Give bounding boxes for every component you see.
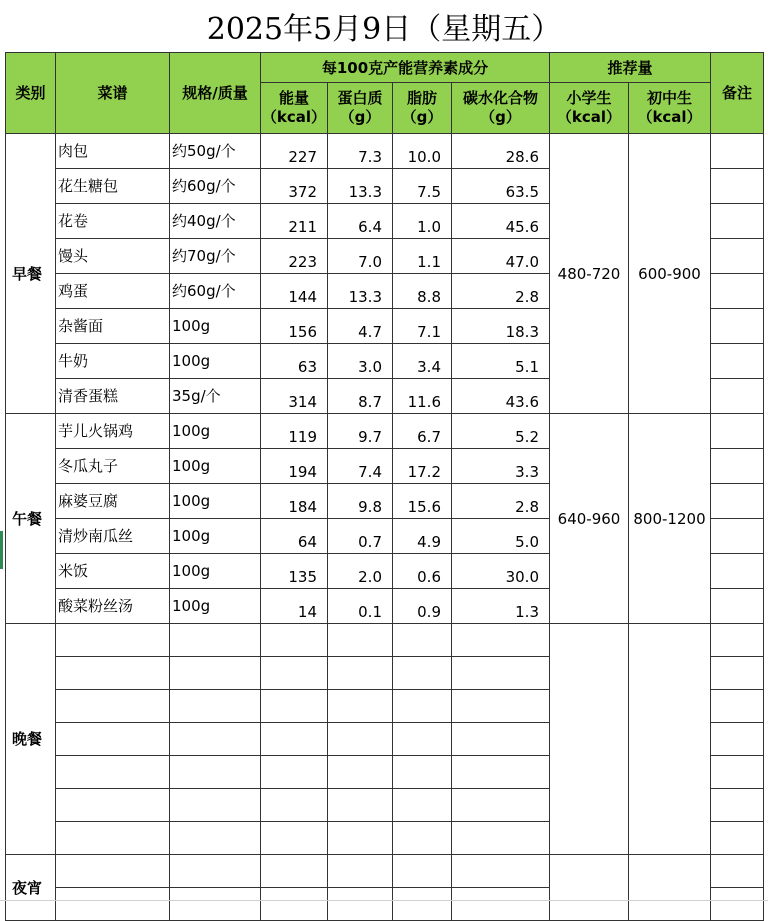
- remark-cell[interactable]: [711, 134, 764, 169]
- carb-cell[interactable]: 47.0: [452, 239, 550, 274]
- protein-cell[interactable]: 0.7: [328, 519, 393, 554]
- protein-cell[interactable]: 7.4: [328, 449, 393, 484]
- fat-cell[interactable]: [393, 690, 452, 723]
- carb-cell[interactable]: 5.1: [452, 344, 550, 379]
- protein-cell[interactable]: [328, 789, 393, 822]
- menu-title: 2025年5月9日（星期五）: [206, 12, 562, 47]
- fat-cell[interactable]: [393, 888, 452, 921]
- energy-cell[interactable]: [261, 756, 328, 789]
- header-protein[interactable]: 蛋白质 （g）: [328, 83, 393, 134]
- category-night-snack[interactable]: 夜宵: [6, 855, 56, 921]
- fat-cell[interactable]: 1.0: [393, 204, 452, 239]
- spec-cell[interactable]: [170, 789, 261, 822]
- remark-cell[interactable]: [711, 344, 764, 379]
- carb-cell[interactable]: 63.5: [452, 169, 550, 204]
- header-carb[interactable]: 碳水化合物 （g）: [452, 83, 550, 134]
- remark-cell[interactable]: [711, 822, 764, 855]
- middle-rec-lunch[interactable]: 800-1200: [629, 414, 711, 624]
- protein-cell[interactable]: [328, 888, 393, 921]
- dish-cell[interactable]: [56, 624, 170, 657]
- carb-cell[interactable]: 18.3: [452, 309, 550, 344]
- carb-cell[interactable]: 2.8: [452, 274, 550, 309]
- remark-cell[interactable]: [711, 888, 764, 921]
- spec-cell[interactable]: 100g: [170, 484, 261, 519]
- dish-cell[interactable]: [56, 723, 170, 756]
- protein-cell[interactable]: [328, 756, 393, 789]
- remark-cell[interactable]: [711, 449, 764, 484]
- header-row-1: [6, 53, 764, 83]
- spec-cell[interactable]: 100g: [170, 589, 261, 624]
- remark-cell[interactable]: [711, 554, 764, 589]
- energy-cell[interactable]: 119: [261, 414, 328, 449]
- dish-cell[interactable]: 芋儿火锅鸡: [56, 414, 170, 449]
- energy-cell[interactable]: 223: [261, 239, 328, 274]
- remark-cell[interactable]: [711, 274, 764, 309]
- protein-cell[interactable]: [328, 723, 393, 756]
- fat-cell[interactable]: [393, 822, 452, 855]
- header-energy[interactable]: 能量 （kcal）: [261, 83, 328, 134]
- dish-cell[interactable]: [56, 888, 170, 921]
- header-category[interactable]: 类别: [6, 53, 56, 134]
- carb-cell[interactable]: 3.3: [452, 449, 550, 484]
- spec-cell[interactable]: [170, 690, 261, 723]
- protein-cell[interactable]: 9.8: [328, 484, 393, 519]
- grid-divider: [0, 900, 768, 901]
- dish-cell[interactable]: [56, 657, 170, 690]
- spec-cell[interactable]: 100g: [170, 449, 261, 484]
- fat-cell[interactable]: 7.1: [393, 309, 452, 344]
- energy-cell[interactable]: 184: [261, 484, 328, 519]
- energy-cell[interactable]: 63: [261, 344, 328, 379]
- spec-cell[interactable]: 100g: [170, 519, 261, 554]
- energy-cell[interactable]: [261, 690, 328, 723]
- dish-cell[interactable]: 花卷: [56, 204, 170, 239]
- protein-cell[interactable]: 7.0: [328, 239, 393, 274]
- remark-cell[interactable]: [711, 414, 764, 449]
- energy-cell[interactable]: 135: [261, 554, 328, 589]
- fat-cell[interactable]: 11.6: [393, 379, 452, 414]
- carb-cell[interactable]: [452, 822, 550, 855]
- remark-cell[interactable]: [711, 723, 764, 756]
- remark-cell[interactable]: [711, 239, 764, 274]
- energy-cell[interactable]: [261, 624, 328, 657]
- spec-cell[interactable]: 约40g/个: [170, 204, 261, 239]
- remark-cell[interactable]: [711, 484, 764, 519]
- fat-cell[interactable]: 0.9: [393, 589, 452, 624]
- dish-cell[interactable]: [56, 789, 170, 822]
- fat-cell[interactable]: [393, 723, 452, 756]
- energy-cell[interactable]: 14: [261, 589, 328, 624]
- dish-cell[interactable]: 肉包: [56, 134, 170, 169]
- protein-cell[interactable]: 9.7: [328, 414, 393, 449]
- carb-cell[interactable]: [452, 657, 550, 690]
- middle-rec-night[interactable]: [629, 855, 711, 921]
- fat-cell[interactable]: 0.6: [393, 554, 452, 589]
- spec-cell[interactable]: 100g: [170, 414, 261, 449]
- energy-cell[interactable]: 372: [261, 169, 328, 204]
- spec-cell[interactable]: [170, 855, 261, 888]
- protein-cell[interactable]: 2.0: [328, 554, 393, 589]
- protein-cell[interactable]: 0.1: [328, 589, 393, 624]
- energy-cell[interactable]: 156: [261, 309, 328, 344]
- protein-cell[interactable]: 7.3: [328, 134, 393, 169]
- remark-cell[interactable]: [711, 690, 764, 723]
- fat-cell[interactable]: [393, 756, 452, 789]
- dish-cell[interactable]: 鸡蛋: [56, 274, 170, 309]
- dish-cell[interactable]: 酸菜粉丝汤: [56, 589, 170, 624]
- carb-cell[interactable]: 28.6: [452, 134, 550, 169]
- header-spec[interactable]: 规格/质量: [170, 53, 261, 134]
- dish-cell[interactable]: 米饭: [56, 554, 170, 589]
- spec-cell[interactable]: [170, 756, 261, 789]
- carb-cell[interactable]: 1.3: [452, 589, 550, 624]
- energy-cell[interactable]: [261, 855, 328, 888]
- middle-rec-breakfast[interactable]: 600-900: [629, 134, 711, 414]
- dish-cell[interactable]: [56, 855, 170, 888]
- energy-cell[interactable]: [261, 723, 328, 756]
- energy-cell[interactable]: [261, 657, 328, 690]
- fat-cell[interactable]: 15.6: [393, 484, 452, 519]
- spec-cell[interactable]: [170, 888, 261, 921]
- fat-cell[interactable]: 1.1: [393, 239, 452, 274]
- dish-cell[interactable]: 清香蛋糕: [56, 379, 170, 414]
- table-row: [6, 855, 764, 888]
- protein-cell[interactable]: [328, 690, 393, 723]
- fat-cell[interactable]: 17.2: [393, 449, 452, 484]
- table-row: [6, 134, 764, 169]
- energy-cell[interactable]: 314: [261, 379, 328, 414]
- remark-cell[interactable]: [711, 855, 764, 888]
- energy-cell[interactable]: 227: [261, 134, 328, 169]
- carb-cell[interactable]: [452, 789, 550, 822]
- carb-cell[interactable]: [452, 690, 550, 723]
- spec-cell[interactable]: 35g/个: [170, 379, 261, 414]
- primary-rec-breakfast[interactable]: 480-720: [550, 134, 629, 414]
- header-fat[interactable]: 脂肪 （g）: [393, 83, 452, 134]
- dish-cell[interactable]: [56, 756, 170, 789]
- remark-cell[interactable]: [711, 589, 764, 624]
- dish-cell[interactable]: 冬瓜丸子: [56, 449, 170, 484]
- fat-cell[interactable]: [393, 855, 452, 888]
- protein-cell[interactable]: 3.0: [328, 344, 393, 379]
- primary-rec-night[interactable]: [550, 855, 629, 921]
- carb-cell[interactable]: 5.2: [452, 414, 550, 449]
- dish-cell[interactable]: 牛奶: [56, 344, 170, 379]
- fat-cell[interactable]: [393, 657, 452, 690]
- energy-cell[interactable]: 211: [261, 204, 328, 239]
- remark-cell[interactable]: [711, 379, 764, 414]
- category-dinner[interactable]: 晚餐: [6, 624, 56, 855]
- protein-cell[interactable]: 6.4: [328, 204, 393, 239]
- dish-cell[interactable]: 杂酱面: [56, 309, 170, 344]
- remark-cell[interactable]: [711, 519, 764, 554]
- carb-cell[interactable]: [452, 756, 550, 789]
- carb-cell[interactable]: 43.6: [452, 379, 550, 414]
- spec-cell[interactable]: 约50g/个: [170, 134, 261, 169]
- dish-cell[interactable]: 馒头: [56, 239, 170, 274]
- protein-cell[interactable]: 8.7: [328, 379, 393, 414]
- remark-cell[interactable]: [711, 756, 764, 789]
- protein-cell[interactable]: [328, 624, 393, 657]
- energy-cell[interactable]: [261, 789, 328, 822]
- fat-cell[interactable]: [393, 624, 452, 657]
- fat-cell[interactable]: 7.5: [393, 169, 452, 204]
- protein-cell[interactable]: [328, 657, 393, 690]
- carb-cell[interactable]: [452, 855, 550, 888]
- category-breakfast[interactable]: 早餐: [6, 134, 56, 414]
- menu-table: [5, 52, 764, 921]
- energy-cell[interactable]: 64: [261, 519, 328, 554]
- protein-cell[interactable]: [328, 822, 393, 855]
- spec-cell[interactable]: [170, 822, 261, 855]
- header-remark[interactable]: 备注: [711, 53, 764, 134]
- fat-cell[interactable]: [393, 789, 452, 822]
- protein-cell[interactable]: 13.3: [328, 169, 393, 204]
- primary-rec-dinner[interactable]: [550, 624, 629, 855]
- spec-cell[interactable]: [170, 657, 261, 690]
- middle-rec-dinner[interactable]: [629, 624, 711, 855]
- energy-cell[interactable]: 144: [261, 274, 328, 309]
- spec-cell[interactable]: 100g: [170, 309, 261, 344]
- energy-cell[interactable]: [261, 888, 328, 921]
- protein-cell[interactable]: 13.3: [328, 274, 393, 309]
- spec-cell[interactable]: 约60g/个: [170, 274, 261, 309]
- remark-cell[interactable]: [711, 204, 764, 239]
- header-dish[interactable]: 菜谱: [56, 53, 170, 134]
- energy-cell[interactable]: [261, 822, 328, 855]
- remark-cell[interactable]: [711, 624, 764, 657]
- carb-cell[interactable]: 45.6: [452, 204, 550, 239]
- primary-rec-lunch[interactable]: 640-960: [550, 414, 629, 624]
- remark-cell[interactable]: [711, 789, 764, 822]
- protein-cell[interactable]: [328, 855, 393, 888]
- dish-cell[interactable]: [56, 822, 170, 855]
- header-middle[interactable]: 初中生 （kcal）: [629, 83, 711, 134]
- header-recommended[interactable]: 推荐量: [550, 53, 711, 83]
- spec-cell[interactable]: [170, 624, 261, 657]
- remark-cell[interactable]: [711, 169, 764, 204]
- carb-cell[interactable]: 30.0: [452, 554, 550, 589]
- remark-cell[interactable]: [711, 309, 764, 344]
- energy-cell[interactable]: 194: [261, 449, 328, 484]
- spec-cell[interactable]: 约70g/个: [170, 239, 261, 274]
- dish-cell[interactable]: 花生糖包: [56, 169, 170, 204]
- fat-cell[interactable]: 6.7: [393, 414, 452, 449]
- table-row: [6, 414, 764, 449]
- spec-cell[interactable]: 约60g/个: [170, 169, 261, 204]
- carb-cell[interactable]: 5.0: [452, 519, 550, 554]
- carb-cell[interactable]: 2.8: [452, 484, 550, 519]
- header-primary[interactable]: 小学生 （kcal）: [550, 83, 629, 134]
- fat-cell[interactable]: 10.0: [393, 134, 452, 169]
- fat-cell[interactable]: 3.4: [393, 344, 452, 379]
- row-selection-marker: [0, 531, 3, 569]
- fat-cell[interactable]: 8.8: [393, 274, 452, 309]
- carb-cell[interactable]: [452, 888, 550, 921]
- carb-cell[interactable]: [452, 723, 550, 756]
- category-lunch[interactable]: 午餐: [6, 414, 56, 624]
- dish-cell[interactable]: 清炒南瓜丝: [56, 519, 170, 554]
- spec-cell[interactable]: 100g: [170, 554, 261, 589]
- protein-cell[interactable]: 4.7: [328, 309, 393, 344]
- remark-cell[interactable]: [711, 657, 764, 690]
- fat-cell[interactable]: 4.9: [393, 519, 452, 554]
- header-per100[interactable]: 每100克产能营养素成分: [261, 53, 550, 83]
- table-row: [6, 624, 764, 657]
- carb-cell[interactable]: [452, 624, 550, 657]
- spec-cell[interactable]: 100g: [170, 344, 261, 379]
- dish-cell[interactable]: 麻婆豆腐: [56, 484, 170, 519]
- dish-cell[interactable]: [56, 690, 170, 723]
- spec-cell[interactable]: [170, 723, 261, 756]
